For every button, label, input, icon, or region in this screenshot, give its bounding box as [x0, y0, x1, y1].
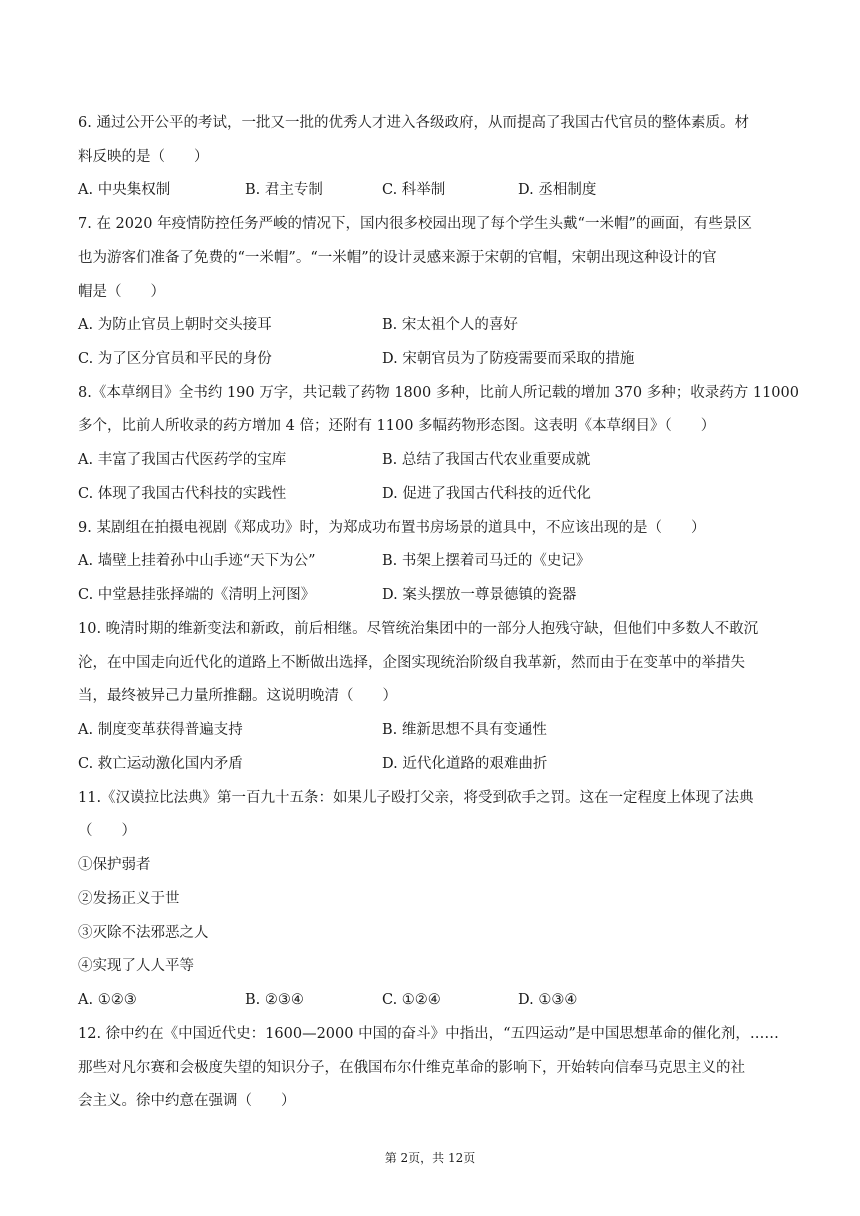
q9-option-b: B. 书架上摆着司马迁的《史记》 [382, 553, 591, 569]
q12-line-1: 12. 徐中约在《中国近代史：1600—2000 中国的奋斗》中指出，“五四运动”是中国思想革命的催化剂，…… [78, 1026, 779, 1042]
q6-option-a: A. 中央集权制 [78, 182, 171, 198]
q10-option-c: C. 救亡运动激化国内矛盾 [78, 756, 243, 772]
q7-line-1: 7. 在 2020 年疫情防控任务严峻的情况下，国内很多校园出现了每个学生头戴“一米帽”的画面，有些景区 [78, 216, 752, 232]
q6-option-d: D. 丞相制度 [518, 182, 597, 198]
q8-option-a: A. 丰富了我国古代医药学的宝库 [78, 452, 287, 468]
q10-option-b: B. 维新思想不具有变通性 [382, 722, 547, 738]
q7-option-d: D. 宋朝官员为了防疫需要而采取的措施 [382, 351, 635, 367]
q10-option-d: D. 近代化道路的艰难曲折 [382, 756, 548, 772]
q9-option-a: A. 墙壁上挂着孙中山手迹“天下为公” [78, 553, 316, 569]
q11-line-2: （ ） [78, 823, 136, 839]
q10-option-a: A. 制度变革获得普遍支持 [78, 722, 243, 738]
q11-item-4: ④实现了人人平等 [78, 958, 194, 974]
q10-line-2: 沦，在中国走向近代化的道路上不断做出选择，企图实现统治阶级自我革新，然而由于在变革中的举措失 [78, 655, 745, 671]
q12-line-2: 那些对凡尔赛和会极度失望的知识分子，在俄国布尔什维克革命的影响下，开始转向信奉马克思主义的社 [78, 1060, 745, 1076]
q10-line-3: 当，最终被异己力量所推翻。这说明晚清（ ） [78, 688, 397, 704]
q10-line-1: 10. 晚清时期的维新变法和新政，前后相继。尽管统治集团中的一部分人抱残守缺，但他们中多数人不敢沉 [78, 621, 759, 637]
q8-option-b: B. 总结了我国古代农业重要成就 [382, 452, 591, 468]
q11-item-2: ②发扬正义于世 [78, 891, 180, 907]
q11-item-1: ①保护弱者 [78, 857, 151, 873]
q7-line-3: 帽是（ ） [78, 284, 165, 300]
q7-option-c: C. 为了区分官员和平民的身份 [78, 351, 272, 367]
q8-line-2: 多个，比前人所收录的药方增加 4 倍；还附有 1100 多幅药物形态图。这表明《本草纲目》（ ） [78, 418, 716, 434]
q7-option-b: B. 宋太祖个人的喜好 [382, 317, 518, 333]
q11-option-d: D. ①③④ [518, 992, 578, 1008]
q11-item-3: ③灭除不法邪恶之人 [78, 925, 209, 941]
q8-option-d: D. 促进了我国古代科技的近代化 [382, 486, 591, 502]
q6-line-1: 6. 通过公开公平的考试，一批又一批的优秀人才进入各级政府，从而提高了我国古代官员的整体素质。材 [78, 115, 749, 131]
q8-option-c: C. 体现了我国古代科技的实践性 [78, 486, 287, 502]
page-number-footer: 第 2页，共 12页 [384, 1151, 476, 1165]
q11-line-1: 11.《汉谟拉比法典》第一百九十五条：如果儿子殴打父亲，将受到砍手之罚。这在一定程度上体现了法典 [78, 790, 754, 806]
q6-option-c: C. 科举制 [382, 182, 446, 198]
q9-line-1: 9. 某剧组在拍摄电视剧《郑成功》时，为郑成功布置书房场景的道具中，不应该出现的是（ ） [78, 520, 706, 536]
q7-line-2: 也为游客们准备了免费的“一米帽”。“一米帽”的设计灵感来源于宋朝的官帽，宋朝出现这种设计的官 [78, 250, 717, 266]
q9-option-c: C. 中堂悬挂张择端的《清明上河图》 [78, 587, 316, 603]
q6-line-2: 料反映的是（ ） [78, 149, 209, 165]
q9-option-d: D. 案头摆放一尊景德镇的瓷器 [382, 587, 577, 603]
q7-option-a: A. 为防止官员上朝时交头接耳 [78, 317, 272, 333]
q11-option-c: C. ①②④ [382, 992, 441, 1008]
q11-option-a: A. ①②③ [78, 992, 137, 1008]
q12-line-3: 会主义。徐中约意在强调（ ） [78, 1093, 296, 1109]
q11-option-b: B. ②③④ [245, 992, 304, 1008]
q8-line-1: 8.《本草纲目》全书约 190 万字，共记载了药物 1800 多种，比前人所记载的增加 370 多种；收录药方 11000 [78, 385, 799, 401]
q6-option-b: B. 君主专制 [245, 182, 323, 198]
